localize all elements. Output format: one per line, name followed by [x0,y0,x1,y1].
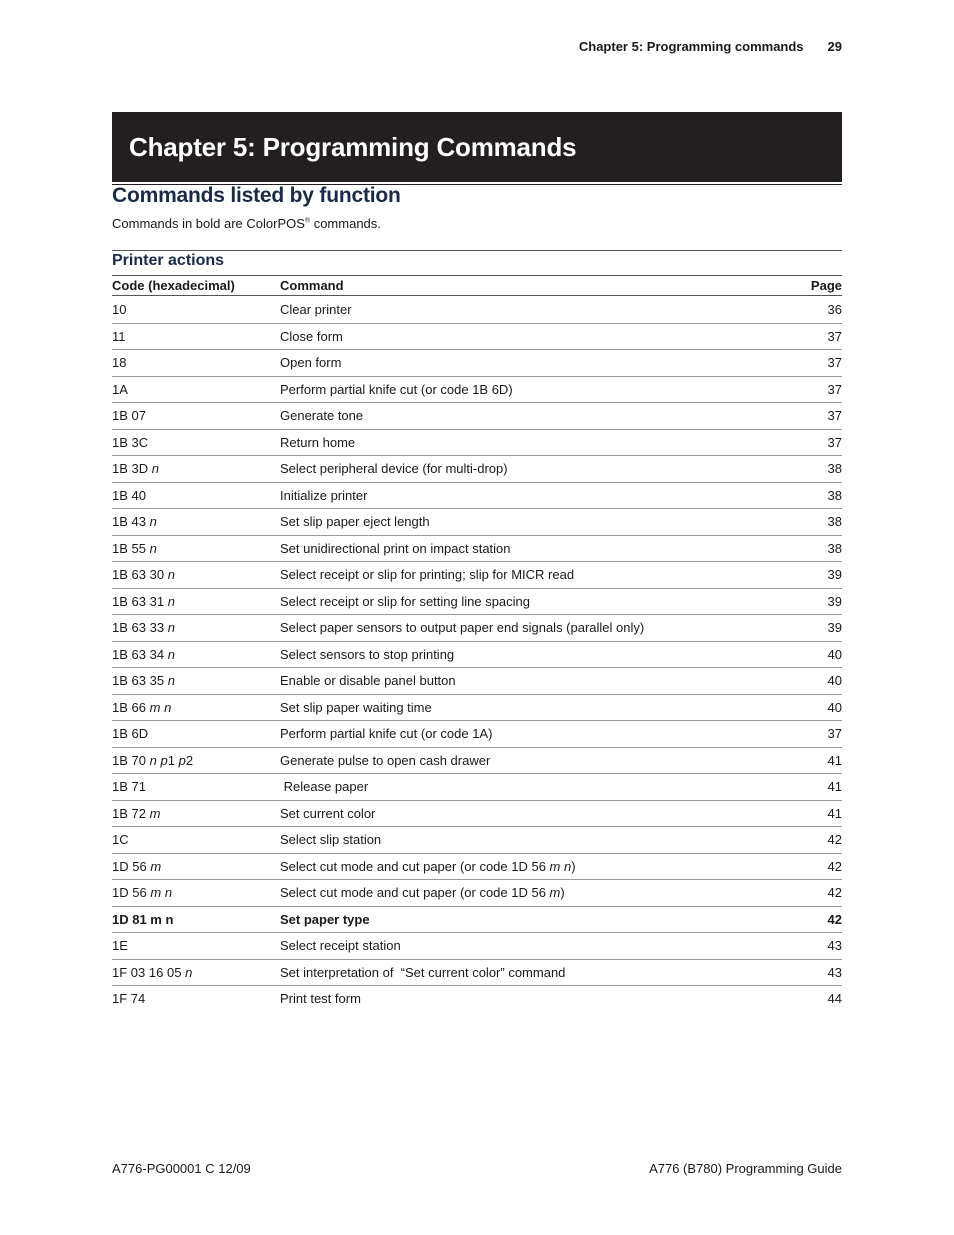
table-header-row [112,275,842,296]
table-row [112,588,842,615]
commands-table [112,275,842,1012]
table-row [112,959,842,986]
table-row [112,667,842,694]
intro-before: Commands in bold are ColorPOS [112,216,305,231]
cell-page: 42 [827,911,842,927]
cell-command: Select peripheral device (for multi-drop) [280,461,508,477]
cell-command: Generate tone [280,408,364,424]
table-row [112,296,842,323]
running-title: Chapter 5: Programming commands [578,39,804,54]
cell-page: 38 [827,487,842,503]
table-row [112,773,842,800]
cell-page: 37 [827,408,842,424]
footer-doc-number: A776-PG00001 C 12/09 [112,1161,251,1176]
table-row [112,985,842,1012]
cell-page: 39 [827,620,842,636]
cell-command: Return home [280,434,356,450]
cell-page: 44 [827,991,842,1007]
cell-command: Open form [280,355,342,371]
cell-page: 42 [827,832,842,848]
cell-command: Select paper sensors to output paper end signals (parallel only) [280,620,645,636]
intro-after: commands. [310,216,381,231]
cell-code: 1A [112,381,128,397]
table-row [112,561,842,588]
table-row [112,641,842,668]
table-row [112,402,842,429]
cell-code: 1B 72 m [112,805,161,821]
cell-code: 1B 40 [112,487,146,503]
table-row [112,429,842,456]
cell-command: Select receipt or slip for setting line spacing [280,593,531,609]
cell-command: Perform partial knife cut (or code 1B 6D) [280,381,513,397]
cell-command: Print test form [280,991,361,1007]
cell-command: Release paper [280,779,369,795]
cell-page: 38 [827,514,842,530]
cell-page: 41 [827,752,842,768]
page-number: 29 [827,39,842,54]
table-row [112,694,842,721]
section-title: Commands listed by function [112,184,401,207]
chapter-title: Chapter 5: Programming Commands [129,131,577,162]
cell-code: 1D 56 m [112,858,162,874]
table-row [112,826,842,853]
cell-code: 1B 70 n p1 p2 [112,752,194,768]
cell-code: 18 [112,355,127,371]
cell-command: Select slip station [280,832,382,848]
cell-page: 43 [827,964,842,980]
cell-page: 42 [827,885,842,901]
cell-code: 1E [112,938,128,954]
cell-command: Set current color [280,805,376,821]
table-row [112,349,842,376]
cell-code: 1B 63 31 n [112,593,175,609]
table-row [112,535,842,562]
cell-code: 1B 66 m n [112,699,172,715]
cell-page: 37 [827,381,842,397]
table-row [112,853,842,880]
cell-command: Set slip paper waiting time [280,699,432,715]
cell-code: 10 [112,301,127,317]
chapter-banner [112,112,842,182]
cell-code: 1B 71 [112,779,146,795]
cell-code: 1F 74 [112,991,146,1007]
table-row [112,323,842,350]
table-body [112,296,842,1012]
cell-page: 37 [827,328,842,344]
cell-command: Set paper type [280,911,370,927]
cell-page: 36 [827,301,842,317]
cell-page: 39 [827,567,842,583]
table-row [112,932,842,959]
cell-code: 1B 6D [112,726,149,742]
table-row [112,508,842,535]
cell-command: Close form [280,328,343,344]
footer-guide-title: A776 (B780) Programming Guide [649,1161,842,1176]
cell-command: Generate pulse to open cash drawer [280,752,491,768]
table-row [112,720,842,747]
cell-command: Set unidirectional print on impact station [280,540,511,556]
table-top-rule [112,250,842,251]
cell-page: 37 [827,355,842,371]
cell-code: 11 [112,328,126,344]
table-row [112,906,842,933]
cell-code: 1B 55 n [112,540,157,556]
cell-code: 1C [112,832,129,848]
cell-page: 37 [827,434,842,450]
table-title: Printer actions [112,252,225,269]
cell-command: Initialize printer [280,487,368,503]
cell-code: 1B 63 33 n [112,620,175,636]
running-header [579,39,842,54]
cell-command: Perform partial knife cut (or code 1A) [280,726,493,742]
table-row [112,376,842,403]
table-row [112,800,842,827]
registered-mark: ® [304,217,311,225]
table-row [112,879,842,906]
cell-page: 42 [827,858,842,874]
table-row [112,614,842,641]
intro-text [112,216,381,231]
cell-code: 1B 3D n [112,461,160,477]
cell-code: 1D 81 m n [112,911,174,927]
cell-code: 1B 43 n [112,514,157,530]
cell-code: 1D 56 m n [112,885,173,901]
column-header-page: Page [810,278,842,293]
cell-page: 41 [827,779,842,795]
cell-command: Select receipt or slip for printing; slip for MICR read [280,567,575,583]
cell-command: Select cut mode and cut paper (or code 1D 56 m n) [280,858,576,874]
cell-code: 1B 63 30 n [112,567,175,583]
cell-page: 41 [827,805,842,821]
cell-code: 1B 63 35 n [112,673,175,689]
cell-code: 1B 07 [112,408,146,424]
cell-page: 37 [827,726,842,742]
cell-command: Clear printer [280,301,352,317]
cell-code: 1F 03 16 05 n [112,964,193,980]
column-header-code: Code (hexadecimal) [112,278,235,293]
cell-command: Set interpretation of “Set current color” command [280,964,566,980]
cell-code: 1B 63 34 n [112,646,175,662]
cell-page: 38 [827,461,842,477]
table-row [112,747,842,774]
cell-code: 1B 3C [112,434,149,450]
cell-page: 40 [827,673,842,689]
cell-command: Select receipt station [280,938,401,954]
cell-page: 40 [827,646,842,662]
cell-command: Enable or disable panel button [280,673,456,689]
table-row [112,482,842,509]
column-header-command: Command [280,278,344,293]
cell-page: 43 [827,938,842,954]
cell-command: Select cut mode and cut paper (or code 1D 56 m) [280,885,565,901]
cell-command: Select sensors to stop printing [280,646,455,662]
cell-page: 40 [827,699,842,715]
cell-page: 39 [827,593,842,609]
cell-page: 38 [827,540,842,556]
cell-command: Set slip paper eject length [280,514,430,530]
table-row [112,455,842,482]
